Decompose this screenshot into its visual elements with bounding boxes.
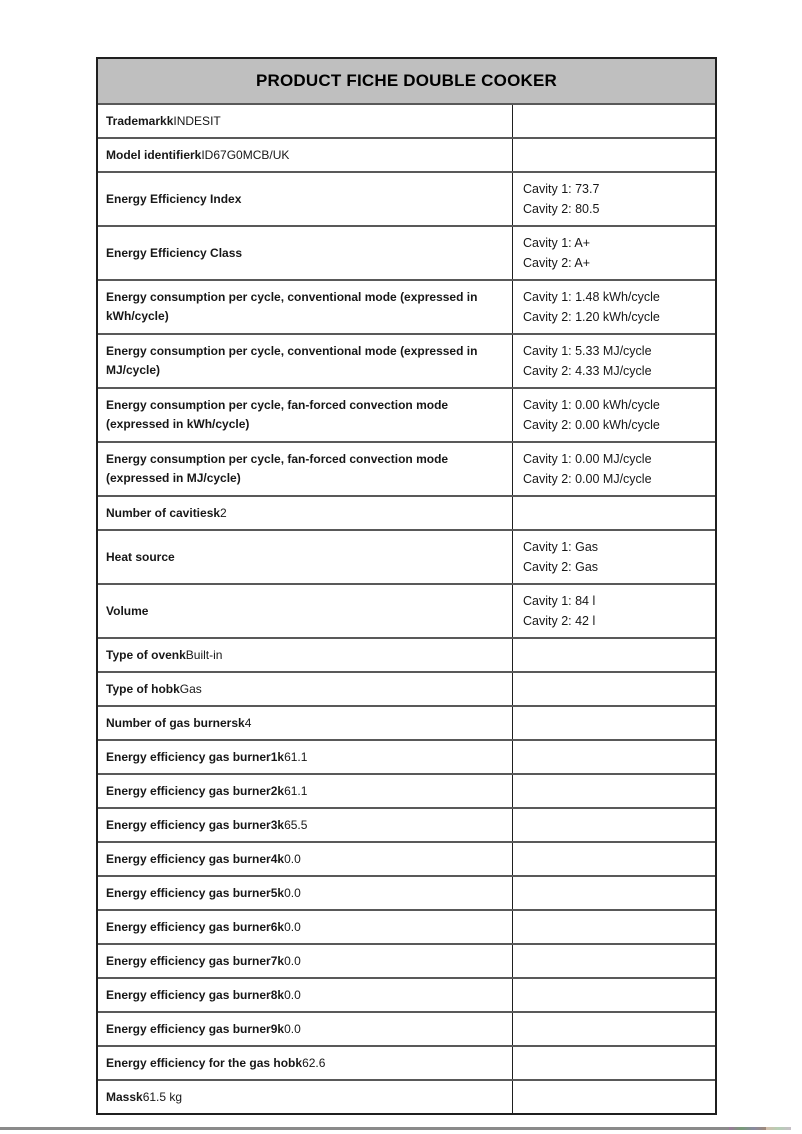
cavity-2-value: Cavity 2: 4.33 MJ/cycle	[523, 364, 652, 378]
row-label-cell	[98, 173, 513, 225]
row-label-cell	[98, 673, 513, 705]
row-value-cell	[513, 775, 715, 807]
row-label: Heat source	[106, 549, 175, 564]
table-row-mass	[98, 1079, 715, 1113]
table-row-gas-burner-2	[98, 773, 715, 807]
cavity-1-value: Cavity 1: 1.48 kWh/cycle	[523, 290, 660, 304]
row-label: Energy efficiency gas burner7k	[106, 953, 285, 968]
cavity-1-value: Cavity 1: 5.33 MJ/cycle	[523, 344, 652, 358]
table-row-type-of-oven	[98, 637, 715, 671]
row-value-cell	[513, 809, 715, 841]
cavity-2-value: Cavity 2: 80.5	[523, 202, 600, 216]
row-inline-value: 61.5 kg	[142, 1089, 183, 1104]
cavity-1-value: Cavity 1: 0.00 MJ/cycle	[523, 452, 652, 466]
cavity-2-value: Cavity 2: 42 l	[523, 614, 596, 628]
table-row-heat-source	[98, 529, 715, 583]
cavity-2-value: Cavity 2: Gas	[523, 560, 599, 574]
row-value-cell	[513, 281, 715, 333]
row-inline-value: ID67G0MCB/UK	[201, 147, 290, 162]
row-value-cell	[513, 497, 715, 529]
table-row-gas-burner-7	[98, 943, 715, 977]
table-row-number-of-cavities	[98, 495, 715, 529]
row-value-cell	[513, 877, 715, 909]
row-value-cell	[513, 945, 715, 977]
row-label: Energy efficiency gas burner9k	[106, 1021, 285, 1036]
row-label: Energy Efficiency Index	[106, 191, 242, 206]
row-label: Model identifierk	[106, 147, 202, 162]
table-row-consumption-conventional-mj	[98, 333, 715, 387]
row-value-cell	[513, 843, 715, 875]
cavity-2-value: Cavity 2: 1.20 kWh/cycle	[523, 310, 660, 324]
row-inline-value: 0.0	[284, 885, 301, 900]
row-label: Number of cavitiesk	[106, 505, 221, 520]
row-label-cell	[98, 497, 513, 529]
row-label: Energy Efficiency Class	[106, 245, 243, 260]
row-inline-value: 0.0	[284, 987, 301, 1002]
row-label: Massk	[106, 1089, 143, 1104]
row-label: Energy efficiency for the gas hobk	[106, 1055, 303, 1070]
row-label-cell	[98, 741, 513, 773]
row-value-cell	[513, 173, 715, 225]
row-inline-value: 65.5	[284, 817, 308, 832]
row-label-cell	[98, 227, 513, 279]
table-row-volume	[98, 583, 715, 637]
row-label-cell	[98, 945, 513, 977]
table-title: PRODUCT FICHE DOUBLE COOKER	[98, 59, 715, 103]
row-label-cell	[98, 1047, 513, 1079]
row-label-cell	[98, 281, 513, 333]
cavity-2-value: Cavity 2: A+	[523, 256, 591, 270]
row-value-cell	[513, 105, 715, 137]
row-value-cell	[513, 443, 715, 495]
row-inline-value: 0.0	[284, 851, 301, 866]
row-label: Type of hobk	[106, 681, 180, 696]
cavity-1-value: Cavity 1: 73.7	[523, 182, 600, 196]
row-label: Energy efficiency gas burner8k	[106, 987, 285, 1002]
page-bottom-divider	[0, 1127, 766, 1130]
row-label: Energy consumption per cycle, fan-forced convection mode (expressed in kWh/cycle)	[106, 398, 449, 431]
product-fiche-table	[96, 57, 717, 1115]
row-label-cell	[98, 843, 513, 875]
row-value-cell	[513, 1081, 715, 1113]
cavity-1-value: Cavity 1: 0.00 kWh/cycle	[523, 398, 660, 412]
row-label-cell	[98, 531, 513, 583]
cavity-2-value: Cavity 2: 0.00 kWh/cycle	[523, 418, 660, 432]
table-row-consumption-fan-forced-mj	[98, 441, 715, 495]
row-label: Energy consumption per cycle, conventional mode (expressed in MJ/cycle)	[106, 344, 478, 377]
table-row-gas-burner-5	[98, 875, 715, 909]
row-inline-value: 0.0	[284, 953, 301, 968]
row-label: Type of ovenk	[106, 647, 186, 662]
row-inline-value: 0.0	[284, 919, 301, 934]
row-value-cell	[513, 979, 715, 1011]
row-label-cell	[98, 335, 513, 387]
row-label: Energy efficiency gas burner4k	[106, 851, 285, 866]
row-label-cell	[98, 1081, 513, 1113]
row-inline-value: Built-in	[185, 647, 223, 662]
row-label-cell	[98, 443, 513, 495]
row-label: Energy efficiency gas burner2k	[106, 783, 285, 798]
row-label-cell	[98, 809, 513, 841]
table-row-energy-efficiency-index	[98, 171, 715, 225]
row-value-cell	[513, 1013, 715, 1045]
row-value-cell	[513, 227, 715, 279]
row-inline-value: 0.0	[284, 1021, 301, 1036]
row-label: Trademarkk	[106, 113, 174, 128]
row-label: Energy efficiency gas burner1k	[106, 749, 285, 764]
row-label-cell	[98, 639, 513, 671]
row-inline-value: 62.6	[302, 1055, 326, 1070]
row-inline-value: 61.1	[284, 783, 308, 798]
row-value-cell	[513, 911, 715, 943]
table-row-gas-burner-9	[98, 1011, 715, 1045]
cavity-1-value: Cavity 1: Gas	[523, 540, 599, 554]
row-label-cell	[98, 775, 513, 807]
row-label: Number of gas burnersk	[106, 715, 245, 730]
row-value-cell	[513, 139, 715, 171]
row-inline-value: 61.1	[284, 749, 308, 764]
table-row-gas-burner-1	[98, 739, 715, 773]
row-inline-value: INDESIT	[173, 113, 221, 128]
table-row-energy-efficiency-class	[98, 225, 715, 279]
row-value-cell	[513, 673, 715, 705]
row-label: Energy consumption per cycle, conventional mode (expressed in kWh/cycle)	[106, 290, 478, 323]
table-row-gas-burner-8	[98, 977, 715, 1011]
row-value-cell	[513, 741, 715, 773]
cavity-1-value: Cavity 1: A+	[523, 236, 591, 250]
row-label-cell	[98, 585, 513, 637]
row-value-cell	[513, 1047, 715, 1079]
cavity-2-value: Cavity 2: 0.00 MJ/cycle	[523, 472, 652, 486]
row-value-cell	[513, 389, 715, 441]
table-row-gas-burner-6	[98, 909, 715, 943]
row-label-cell	[98, 105, 513, 137]
table-row-trademark	[98, 103, 715, 137]
row-label: Energy consumption per cycle, fan-forced convection mode (expressed in MJ/cycle)	[106, 452, 449, 485]
row-value-cell	[513, 639, 715, 671]
table-row-consumption-conventional-kwh	[98, 279, 715, 333]
table-row-type-of-hob	[98, 671, 715, 705]
table-row-gas-burner-4	[98, 841, 715, 875]
row-value-cell	[513, 585, 715, 637]
row-inline-value: Gas	[179, 681, 202, 696]
table-row-gas-burner-3	[98, 807, 715, 841]
table-row-consumption-fan-forced-kwh	[98, 387, 715, 441]
row-label-cell	[98, 911, 513, 943]
cavity-1-value: Cavity 1: 84 l	[523, 594, 596, 608]
bottom-divider-color-artifact	[729, 1127, 791, 1130]
row-label-cell	[98, 979, 513, 1011]
row-label: Energy efficiency gas burner6k	[106, 919, 285, 934]
row-label: Energy efficiency gas burner3k	[106, 817, 285, 832]
row-label: Energy efficiency gas burner5k	[106, 885, 285, 900]
table-row-number-of-gas-burners	[98, 705, 715, 739]
row-label-cell	[98, 1013, 513, 1045]
row-inline-value: 2	[220, 505, 227, 520]
row-value-cell	[513, 707, 715, 739]
table-row-model-identifier	[98, 137, 715, 171]
row-label-cell	[98, 707, 513, 739]
row-label-cell	[98, 139, 513, 171]
row-inline-value: 4	[244, 715, 252, 730]
table-row-gas-hob-efficiency	[98, 1045, 715, 1079]
row-label: Volume	[106, 603, 149, 618]
row-value-cell	[513, 335, 715, 387]
row-value-cell	[513, 531, 715, 583]
row-label-cell	[98, 877, 513, 909]
row-label-cell	[98, 389, 513, 441]
